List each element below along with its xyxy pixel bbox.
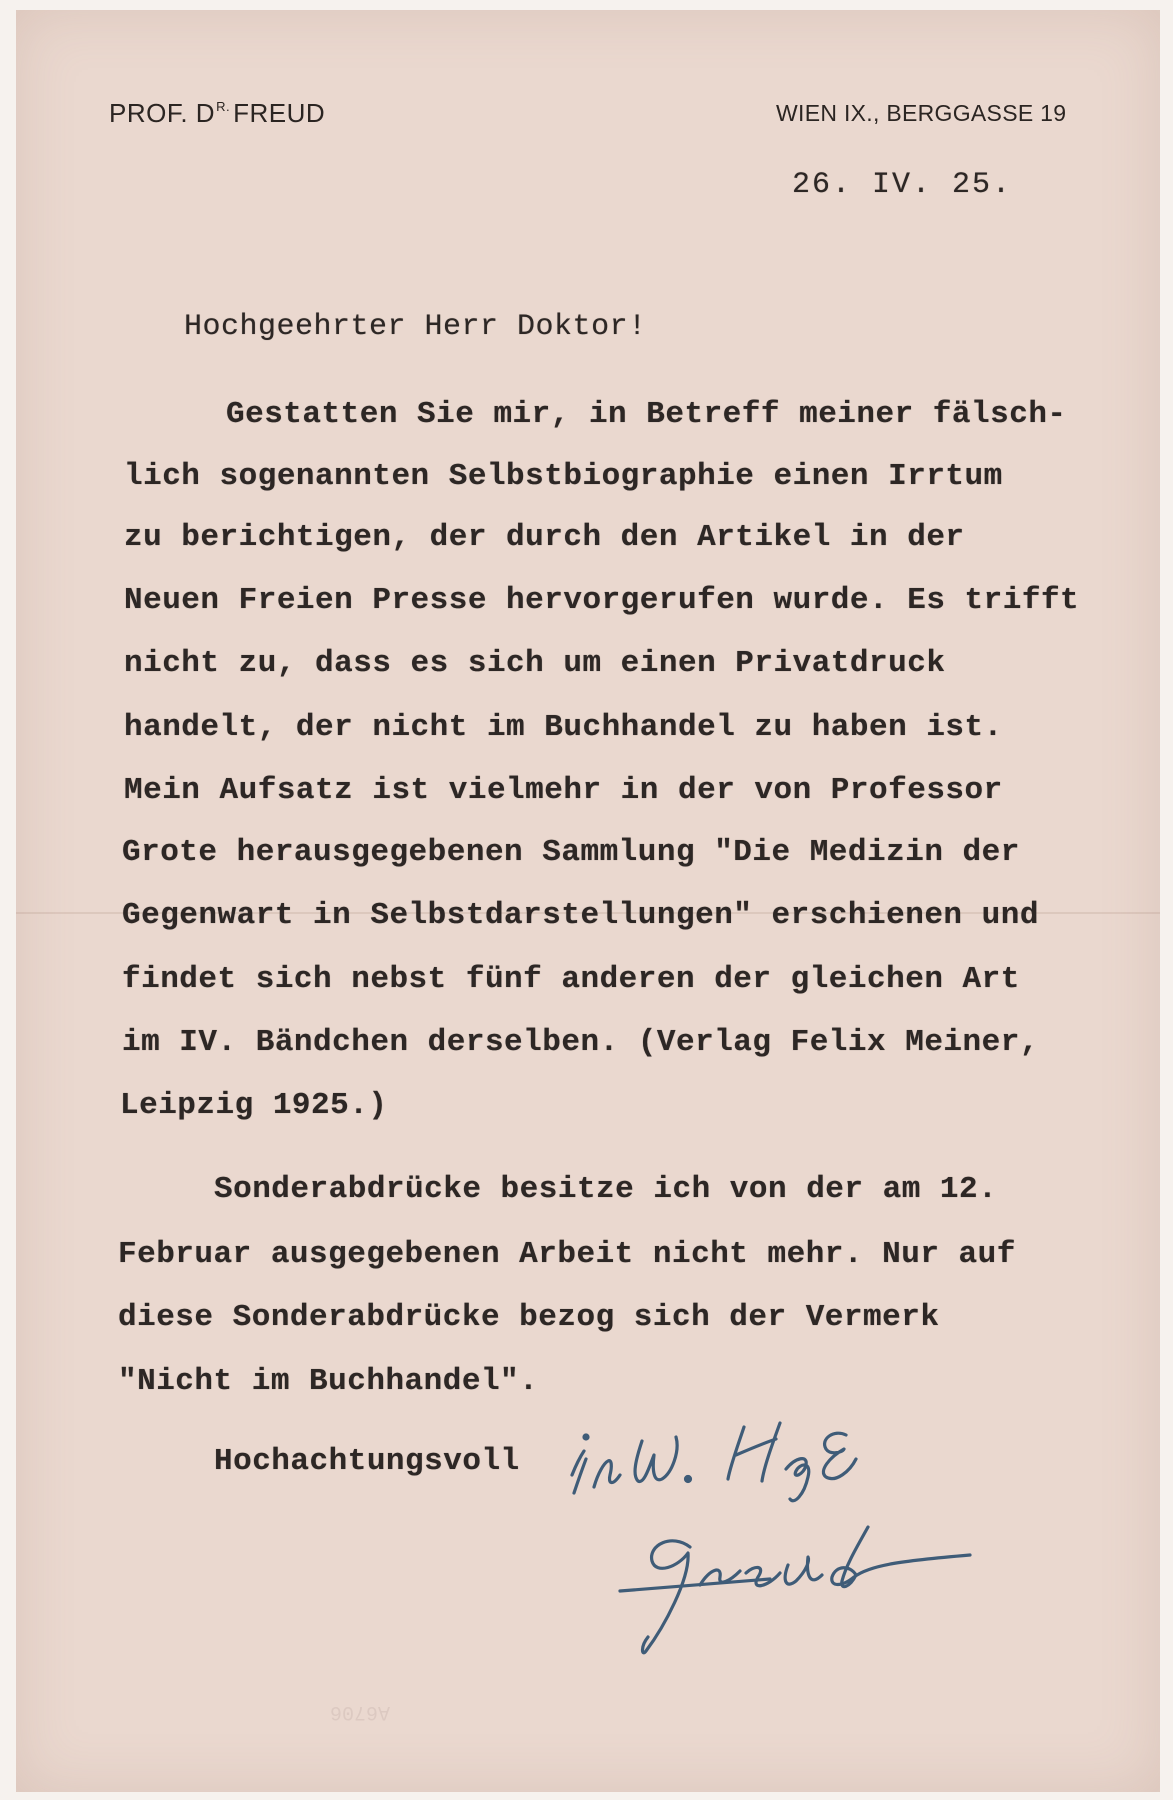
body-line: findet sich nebst fünf anderen der gleichen Art bbox=[122, 962, 1020, 997]
letterhead-address: WIEN IX., BERGGASSE 19 bbox=[776, 100, 1067, 126]
body-line: Februar ausgegebenen Arbeit nicht mehr. Nur auf bbox=[118, 1237, 1016, 1272]
body-line: Neuen Freien Presse hervorgerufen wurde. Es trifft bbox=[124, 583, 1080, 618]
letterhead-name: PROF. $D^{R.}$ FREUD bbox=[109, 98, 326, 128]
archive-stamp: A6706 bbox=[330, 1700, 391, 1723]
letter-date: 26. IV. 25. bbox=[792, 168, 1013, 202]
body-line: im IV. Bändchen derselben. (Verlag Felix Meiner, bbox=[122, 1025, 1039, 1060]
body-line: handelt, der nicht im Buchhandel zu haben ist. bbox=[124, 710, 1003, 745]
body-line: Leipzig 1925.) bbox=[120, 1088, 388, 1123]
body-line: Gestatten Sie mir, in Betreff meiner fälsch- bbox=[226, 397, 1067, 432]
body-line: zu berichtigen, der durch den Artikel in der bbox=[124, 520, 965, 555]
body-line: lich sogenannten Selbstbiographie einen Irrtum bbox=[124, 459, 1003, 494]
closing: Hochachtungsvoll bbox=[214, 1444, 520, 1479]
body-line: Mein Aufsatz ist vielmehr in der von Professor bbox=[124, 773, 1003, 808]
signature-image bbox=[550, 1415, 1130, 1685]
body-line: "Nicht im Buchhandel". bbox=[118, 1364, 539, 1399]
body-line: Gegenwart in Selbstdarstellungen" erschienen und bbox=[122, 898, 1039, 933]
body-line: diese Sonderabdrücke bezog sich der Vermerk bbox=[118, 1300, 940, 1335]
body-line: Sonderabdrücke besitze ich von der am 12. bbox=[214, 1172, 998, 1207]
body-line: nicht zu, dass es sich um einen Privatdruck bbox=[124, 646, 946, 681]
salutation: Hochgeehrter Herr Doktor! bbox=[184, 310, 647, 344]
body-line: Grote herausgegebenen Sammlung "Die Medizin der bbox=[122, 835, 1020, 870]
